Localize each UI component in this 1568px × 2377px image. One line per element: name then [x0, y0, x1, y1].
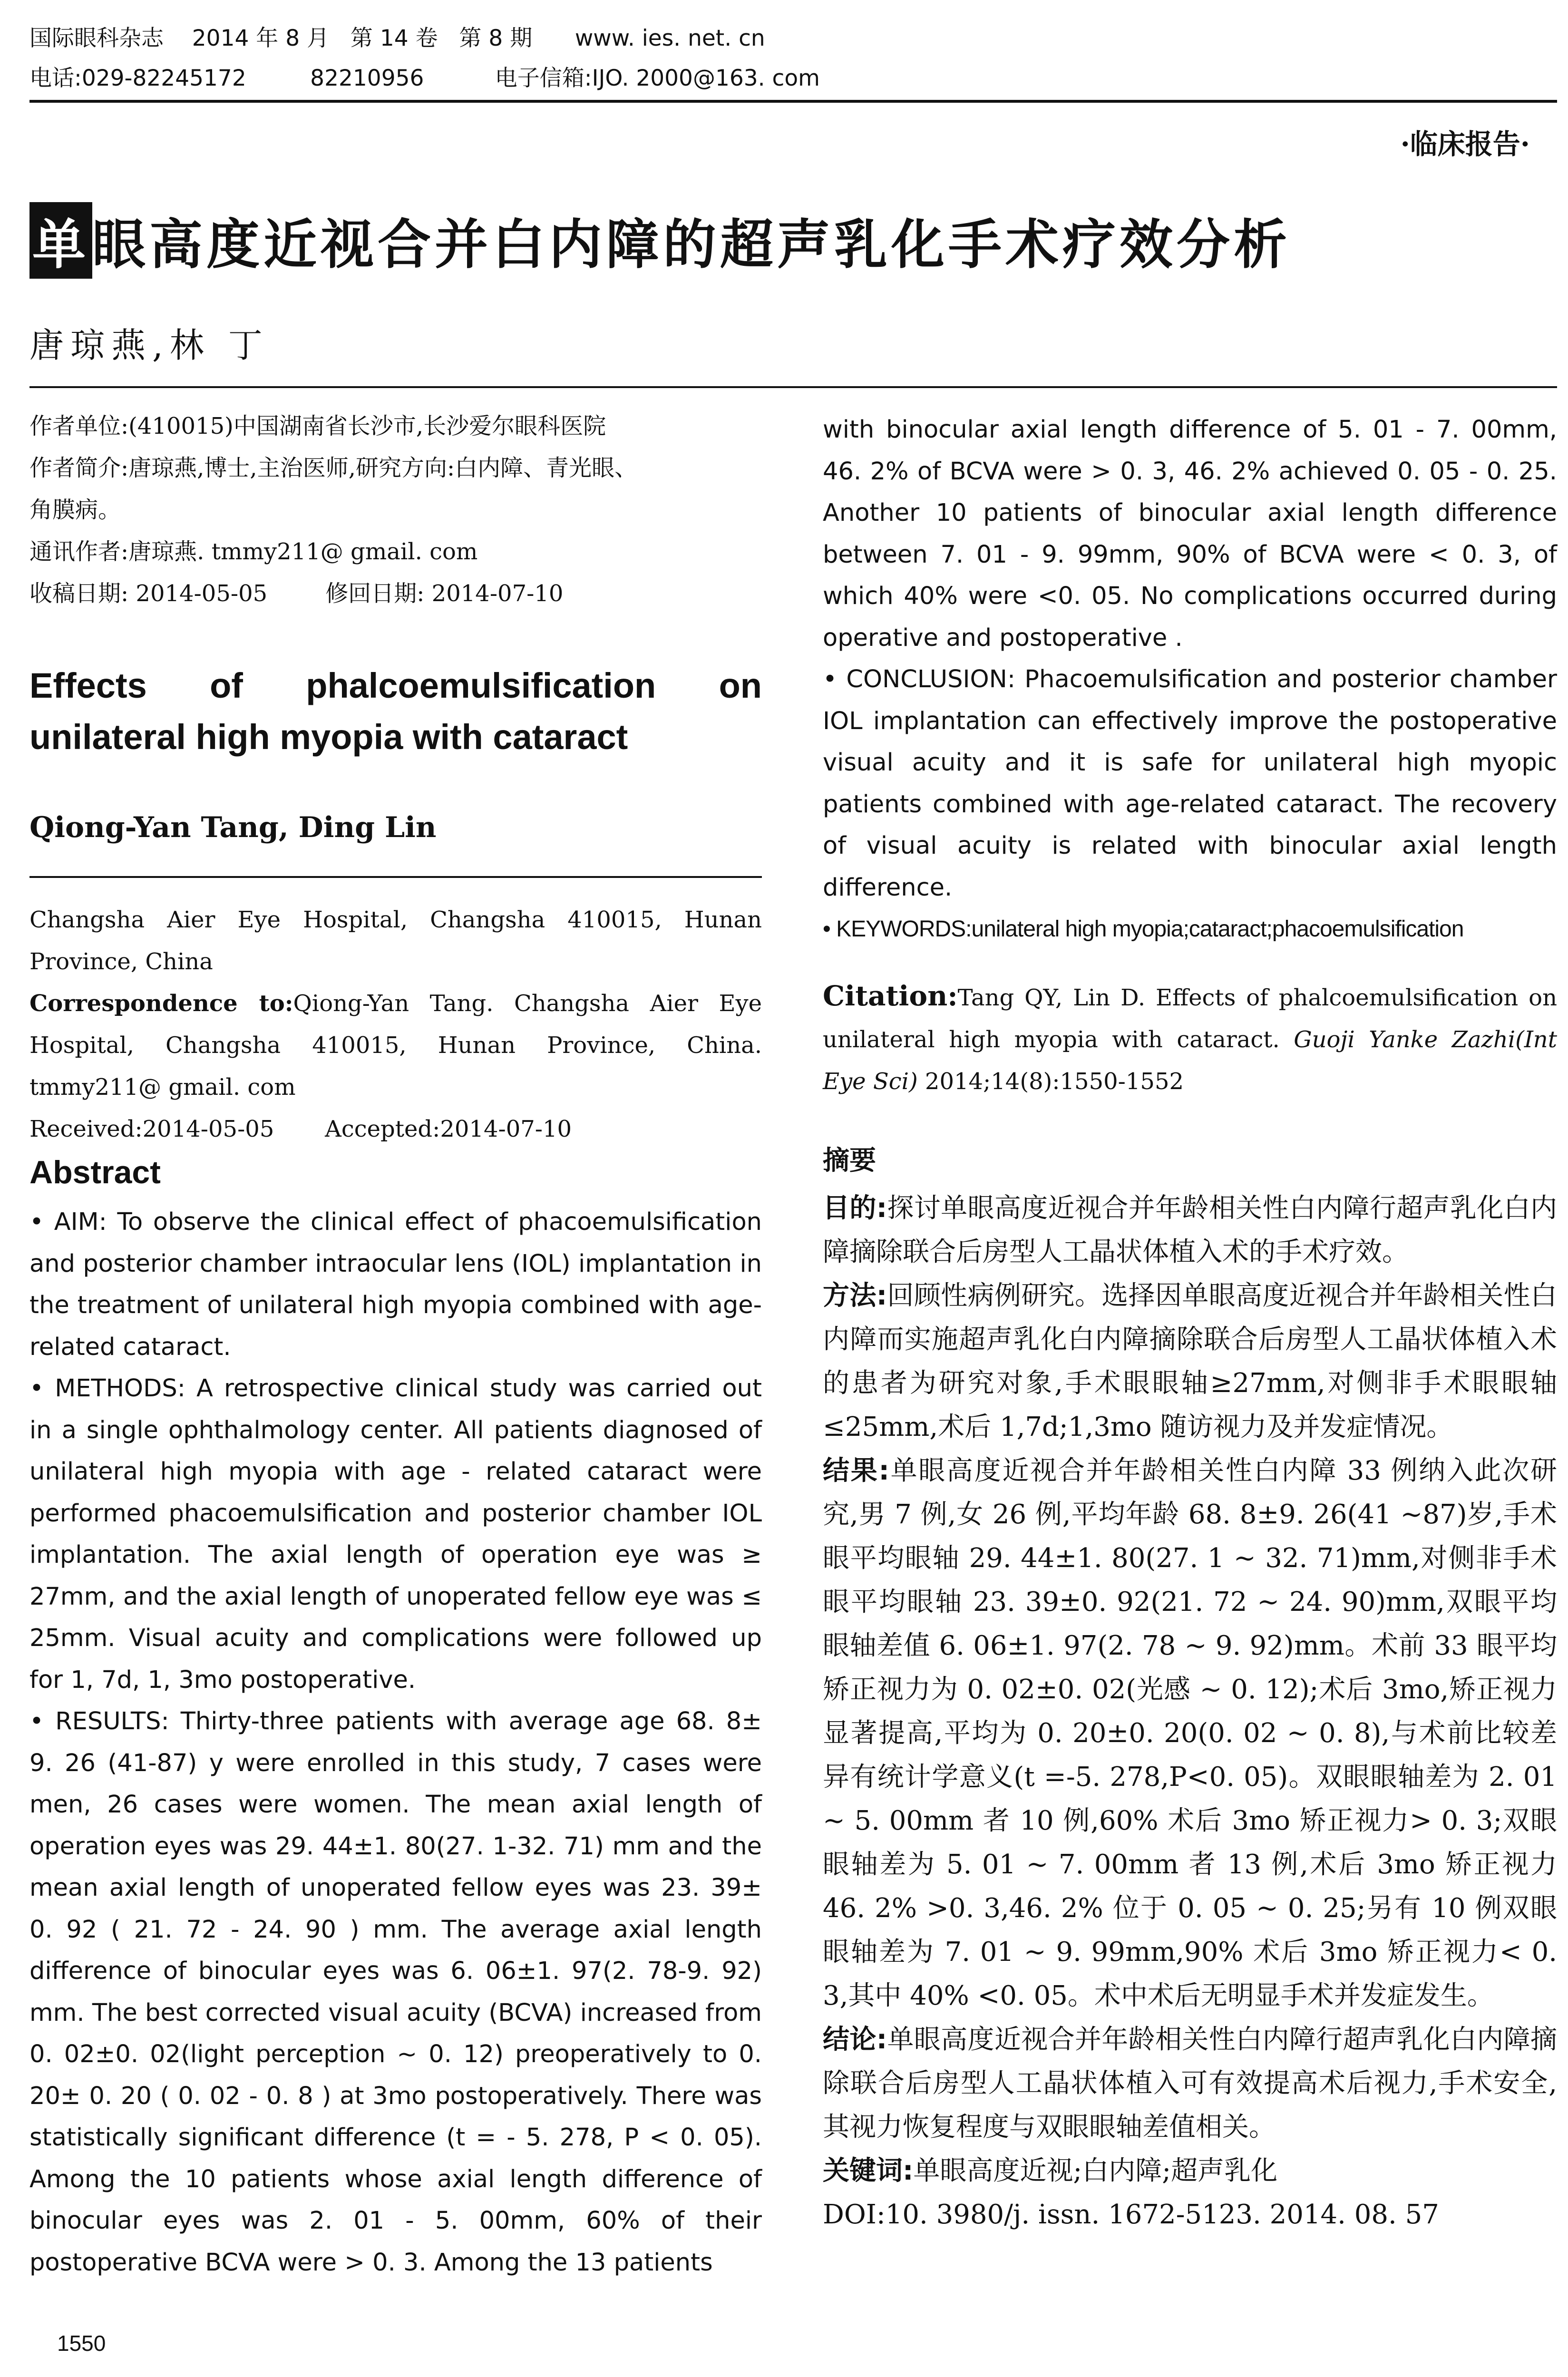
- title-en-line2: unilateral high myopia with cataract: [29, 717, 628, 757]
- meta-line: 作者单位:(410015)中国湖南省长沙市,长沙爱尔眼科医院: [29, 413, 606, 439]
- abstract-zh: [823, 1139, 1557, 2237]
- abstract-left-column: [29, 1201, 762, 2283]
- abstract-keywords: • KEYWORDS:unilateral high myopia;cataract;phacoemulsification: [823, 916, 1464, 942]
- meta-line: 收稿日期: 2014-05-05 修回日期: 2014-07-10: [29, 580, 564, 607]
- abstract-conclusion: • CONCLUSION: Phacoemulsification and posterior chamber IOL implantation can effectively improve the postoperative visual acuity and it is safe for unilateral high myopic patients combined with age-related cataract. The recovery of visual acuity is related with binocular axial length difference.: [823, 665, 1557, 902]
- meta-line: 角膜病。: [29, 497, 121, 523]
- abstract-zh-purpose: [823, 1187, 1557, 1274]
- conclusion-text: 单眼高度近视合并年龄相关性白内障行超声乳化白内障摘除联合后房型人工晶状体植入可有效提高术后视力,手术安全,其视力恢复程度与双眼眼轴差值相关。: [823, 2024, 1557, 2143]
- authors-zh: 唐琼燕,林 丁: [29, 325, 269, 365]
- author-info-zh: [29, 405, 762, 614]
- citation-volume: 2014;14(8):1550-1552: [917, 1068, 1184, 1095]
- abstract-right-column: [823, 409, 1557, 950]
- received-accepted: Received:2014-05-05 Accepted:2014-07-10: [29, 1116, 572, 1142]
- result-text: 单眼高度近视合并年龄相关性白内障 33 例纳入此次研究,男 7 例,女 26 例,平均年龄 68. 8±9. 26(41 ~87)岁,手术眼平均眼轴 29. 44±1. 80(27. 1 ~ 32. 71)mm,对侧非手术眼平均眼轴 23. 39±0. 92(21. 72 ~ 24. 90)mm,双眼平均眼轴差值 6. 06±1. 97(2. 78 ~ 9. 92)mm。术前 33 眼平均矫正视力为 0. 02±0. 02(光感 ~ 0. 12);术后 3mo,矫正视力显著提高,平均为 0. 20±0. 20(0. 02 ~ 0. 8),与术前比较差异有统计学意义(t =-5. 278,P<0. 05)。双眼眼轴差为 2. 01 ~ 5. 00mm 者 10 例,60% 术后 3mo 矫正视力> 0. 3;双眼眼轴差为 5. 01 ~ 7. 00mm 者 13 例,术后 3mo 矫正视力 46. 2% >0. 3,46. 2% 位于 0. 05 ~ 0. 25;另有 10 例双眼眼轴差为 7. 01 ~ 9. 99mm,90% 术后 3mo 矫正视力< 0. 3,其中 40% <0. 05。术中术后无明显手术并发症发生。: [823, 1455, 1557, 2011]
- abstract-results-cont: with binocular axial length difference of 5. 01 - 7. 00mm, 46. 2% of BCVA were > 0. 3, 46. 2% achieved 0. 05 - 0. 25. Another 10 patients of binocular axial length difference between 7. 01 - 9. 99mm, 90% of BCVA were < 0. 3, of which 40% were <0. 05. No complications occurred during operative and postoperative .: [823, 416, 1557, 652]
- affiliation-line1: Changsha Aier Eye Hospital, Changsha 410015, Hunan: [29, 906, 762, 933]
- abstract-heading: Abstract: [29, 1154, 161, 1190]
- abstract-results: • RESULTS: Thirty-three patients with average age 68. 8± 9. 26 (41-87) y were enrolled in this study, 7 cases were men, 26 cases were women. The mean axial length of operation eyes was 29. 44±1. 80(27. 1-32. 71) mm and the mean axial length of unoperated fellow eyes was 23. 39± 0. 92 ( 21. 72 - 24. 90 ) mm. The average axial length difference of binocular eyes was 6. 06±1. 97(2. 78-9. 92) mm. The best corrected visual acuity (BCVA) increased from 0. 02±0. 02(light perception ~ 0. 12) preoperatively to 0. 20± 0. 20 ( 0. 02 - 0. 8 ) at 3mo postoperatively. There was statistically significant difference (t = - 5. 278, P < 0. 05). Among the 10 patients whose axial length difference of binocular eyes was 2. 01 - 5. 00mm, 60% of their postoperative BCVA were > 0. 3. Among the 13 patients: [29, 1707, 762, 2277]
- method-text: 回顾性病例研究。选择因单眼高度近视合并年龄相关性白内障而实施超声乳化白内障摘除联合后房型人工晶状体植入术的患者为研究对象,手术眼眼轴≥27mm,对侧非手术眼眼轴≤25mm,术后 1,7d;1,3mo 随访视力及并发症情况。: [823, 1280, 1557, 1442]
- title-first-char: 单: [29, 202, 92, 279]
- header-rule: [29, 100, 1557, 103]
- keywords-label: 关键词:: [823, 2155, 914, 2186]
- journal-header-line2: 电话:029-82245172 82210956 电子信箱:IJO. 2000@163. com: [29, 65, 820, 91]
- paper-title-zh: [29, 202, 1291, 279]
- citation-journal: Guoji Yanke Zazhi(Int Eye Sci): [823, 1026, 1558, 1095]
- authors-rule: [29, 876, 762, 878]
- purpose-label: 目的:: [823, 1193, 887, 1224]
- journal-header-line1: 国际眼科杂志 2014 年 8 月 第 14 卷 第 8 期 www. ies. net. cn: [29, 25, 765, 51]
- correspondence-text: Qiong-Yan Tang. Changsha Aier Eye Hospital, Changsha 410015, Hunan Province, China. tmmy211@ gmail. com: [29, 990, 762, 1101]
- abstract-methods: • METHODS: A retrospective clinical study was carried out in a single ophthalmology center. All patients diagnosed of unilateral high myopia with age - related cataract were performed phacoemulsification and posterior chamber IOL implantation. The axial length of operation eye was ≥ 27mm, and the axial length of unoperated fellow eye was ≤ 25mm. Visual acuity and complications were followed up for 1, 7d, 1, 3mo postoperative.: [29, 1374, 762, 1694]
- title-rule: [29, 386, 1557, 388]
- abstract-zh-conclusion: [823, 2018, 1557, 2149]
- title-rest: 眼高度近视合并白内障的超声乳化手术疗效分析: [92, 214, 1291, 276]
- conclusion-label: 结论:: [823, 2024, 887, 2055]
- method-label: 方法:: [823, 1280, 887, 1311]
- citation-text: Tang QY, Lin D. Effects of phalcoemulsification on unilateral high myopia with cataract.: [823, 984, 1557, 1053]
- authors-en: Qiong-Yan Tang, Ding Lin: [29, 811, 437, 844]
- page-number: 1550: [57, 2331, 106, 2356]
- meta-line: 通讯作者:唐琼燕. tmmy211@ gmail. com: [29, 538, 478, 565]
- abstract-aim: • AIM: To observe the clinical effect of phacoemulsification and posterior chamber intraocular lens (IOL) implantation in the treatment of unilateral high myopia combined with age-related cataract.: [29, 1208, 762, 1361]
- result-label: 结果:: [823, 1455, 889, 1486]
- correspondence-label: Correspondence to:: [29, 990, 293, 1017]
- affiliation-block: [29, 899, 762, 1150]
- citation-label: Citation:: [823, 980, 958, 1012]
- correspondence: [29, 983, 762, 1108]
- affiliation-line2: Province, China: [29, 948, 213, 975]
- purpose-text: 探讨单眼高度近视合并年龄相关性白内障行超声乳化白内障摘除联合后房型人工晶状体植入术的手术疗效。: [823, 1193, 1557, 1267]
- abstract-zh-method: [823, 1274, 1557, 1449]
- abstract-zh-heading: 摘要: [823, 1145, 876, 1176]
- doi: DOI:10. 3980/j. issn. 1672-5123. 2014. 08. 57: [823, 2199, 1439, 2230]
- title-en-line1: Effects of phalcoemulsification on: [29, 666, 762, 705]
- paper-title-en: [29, 660, 762, 763]
- meta-line: 作者简介:唐琼燕,博士,主治医师,研究方向:白内障、青光眼、: [29, 455, 638, 481]
- abstract-zh-result: [823, 1449, 1557, 2018]
- citation-block: [823, 975, 1557, 1102]
- keywords-text: 单眼高度近视;白内障;超声乳化: [913, 2155, 1278, 2186]
- section-tag: ·临床报告·: [1400, 128, 1530, 160]
- abstract-zh-keywords: [823, 2149, 1557, 2193]
